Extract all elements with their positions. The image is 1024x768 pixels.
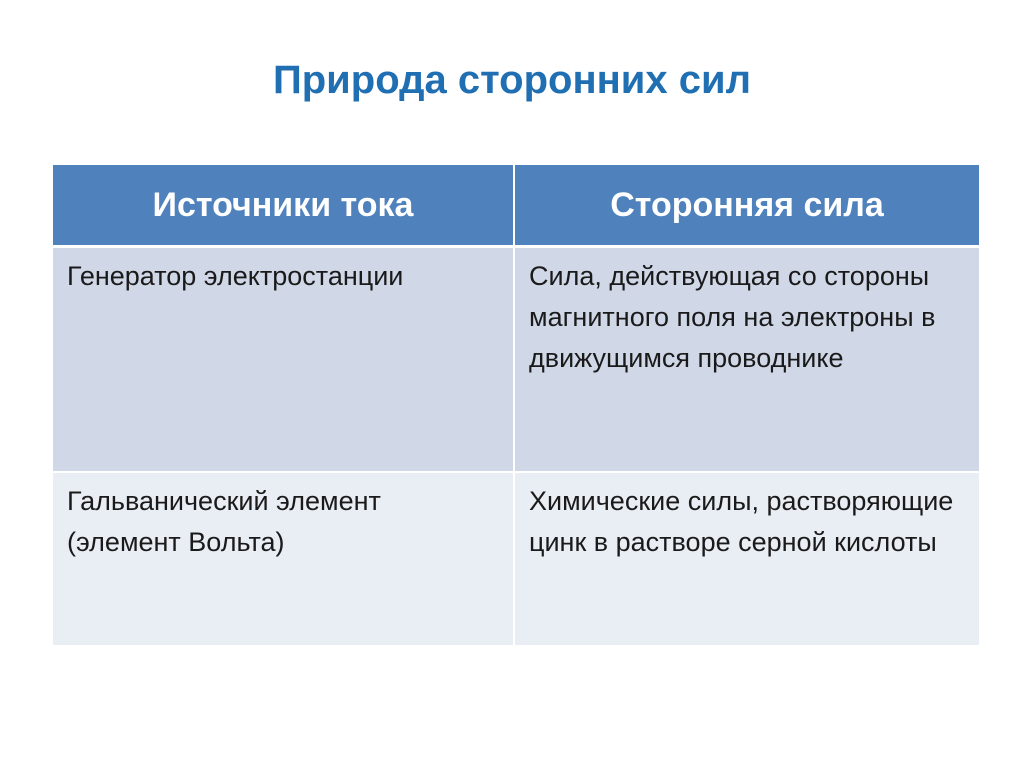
slide-title: Природа сторонних сил xyxy=(273,58,751,102)
table-cell-force: Химические силы, растворяющие цинк в растворе серной кислоты xyxy=(515,473,979,645)
table-cell-force: Сила, действующая со стороны магнитного поля на электроны в движущимся проводнике xyxy=(515,248,979,473)
column-header-force: Сторонняя сила xyxy=(515,165,979,248)
table-cell-source: Генератор электростанции xyxy=(53,248,515,473)
sources-table xyxy=(53,165,979,645)
column-header-sources: Источники тока xyxy=(53,165,515,248)
table-cell-source: Гальванический элемент (элемент Вольта) xyxy=(53,473,515,645)
table-row xyxy=(53,473,979,645)
table-header-row xyxy=(53,165,979,248)
table-row xyxy=(53,248,979,473)
